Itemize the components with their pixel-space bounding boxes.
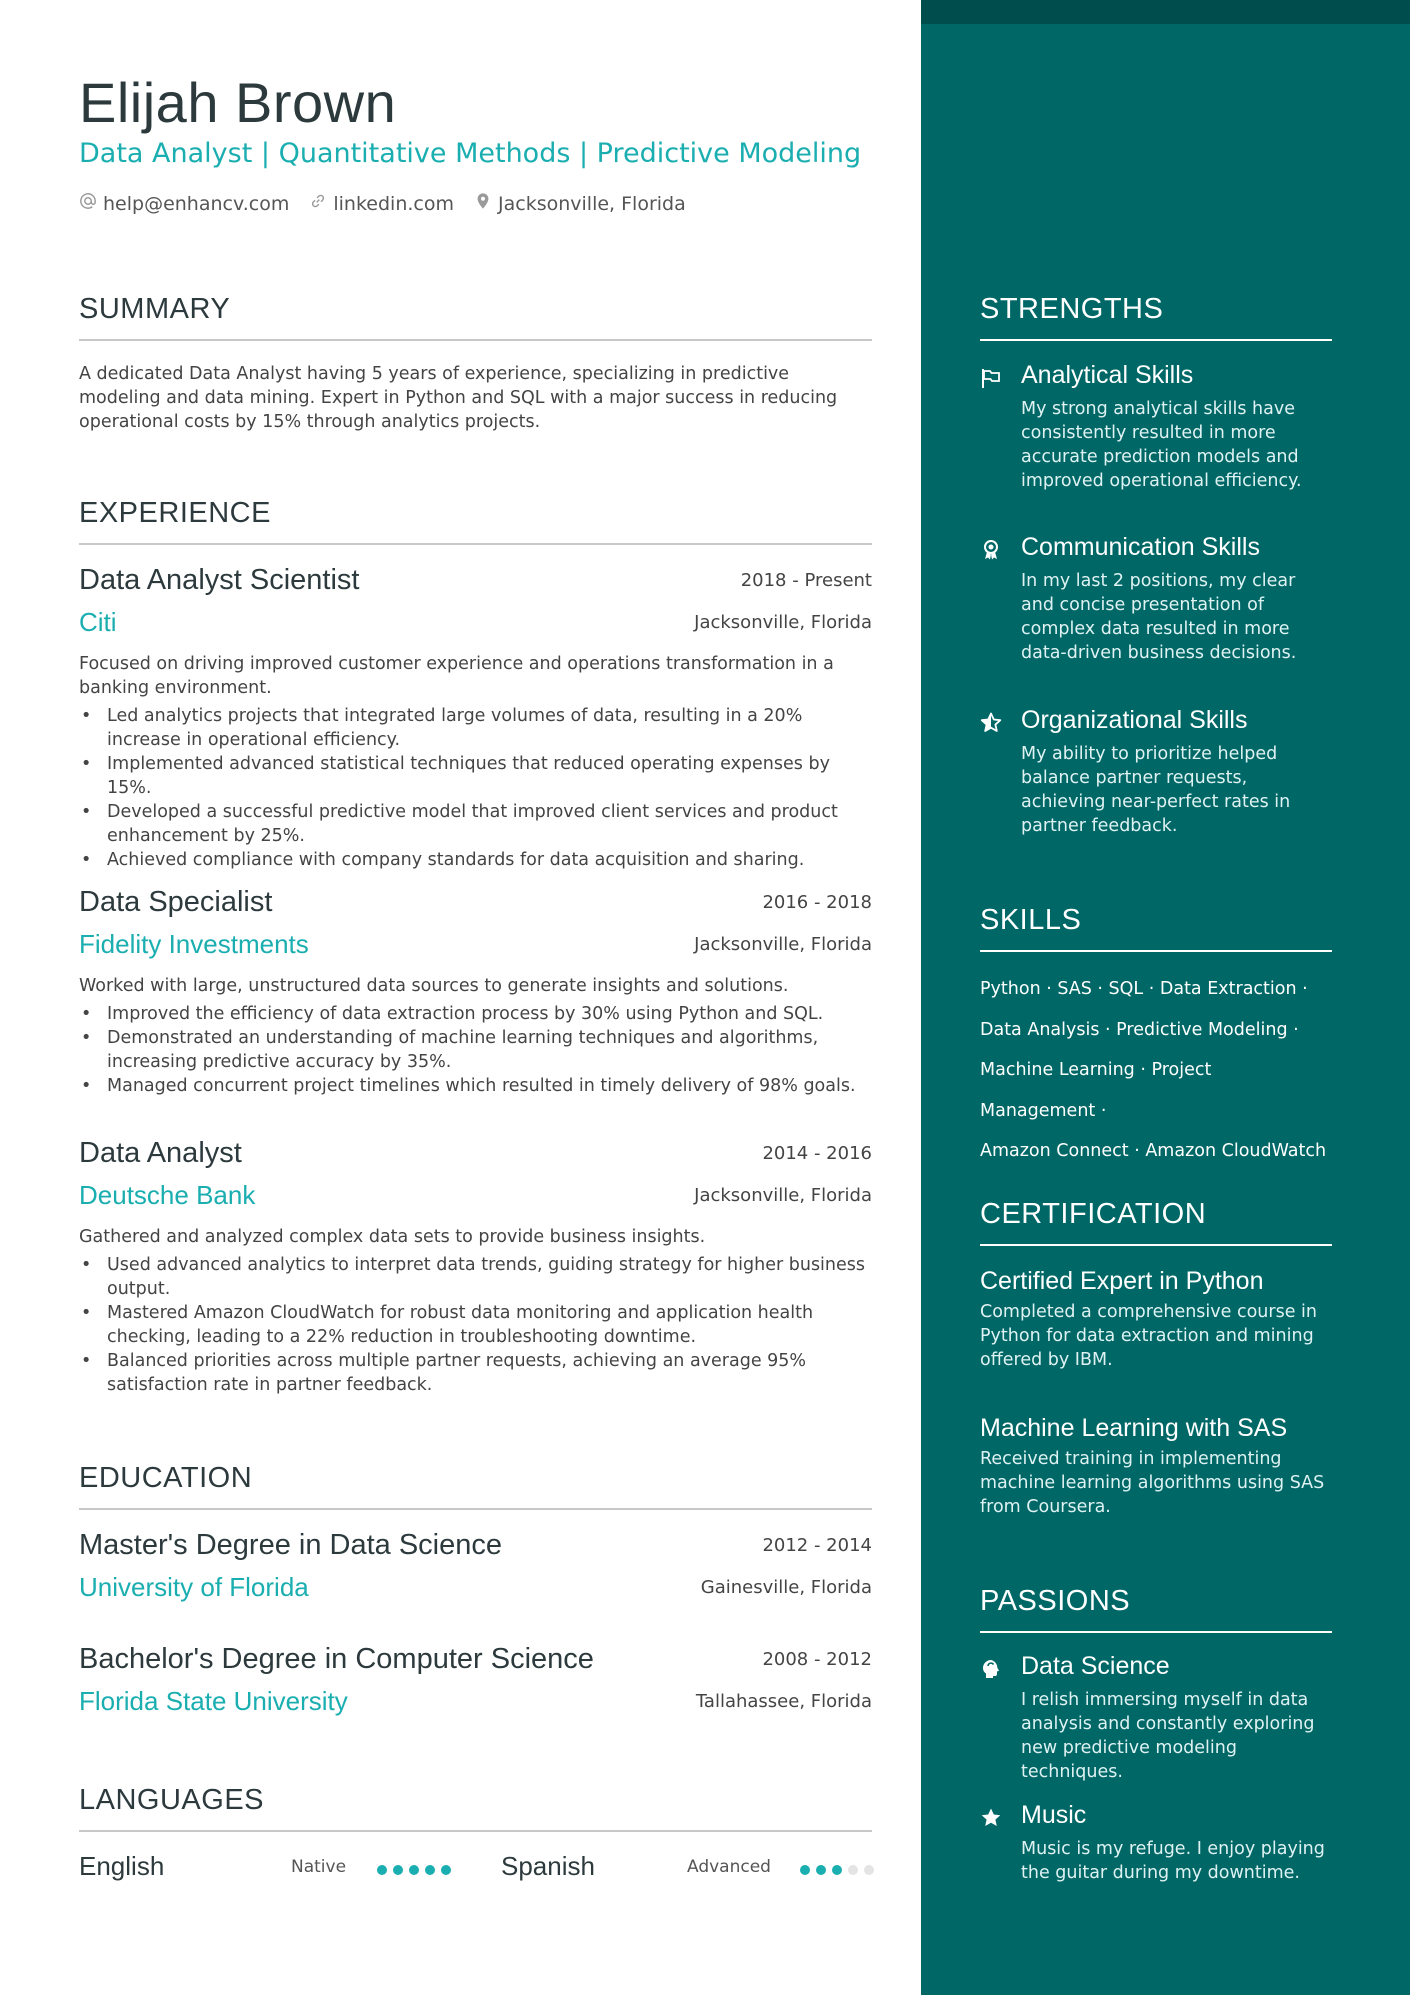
at-icon: [79, 192, 97, 215]
job-bullet: • Led analytics projects that integrated large volumes of data, resulting in a 20% increase in operational efficiency.: [79, 704, 872, 752]
edu-degree: Bachelor's Degree in Computer Science: [79, 1643, 594, 1675]
experience-divider: [79, 543, 872, 545]
strength-title: Organizational Skills: [1021, 706, 1248, 734]
job-dates: 2018 - Present: [740, 570, 872, 591]
headline: Data Analyst | Quantitative Methods | Predictive Modeling: [79, 138, 862, 169]
certification-title: Certified Expert in Python: [980, 1267, 1264, 1295]
job-role: Data Analyst: [79, 1137, 242, 1169]
skills-line: Machine Learning · Project Management ·: [980, 1060, 1212, 1121]
passion-description: Music is my refuge. I enjoy playing the guitar during my downtime.: [1021, 1839, 1325, 1883]
job-description: Gathered and analyzed complex data sets to provide business insights.: [79, 1227, 706, 1247]
job-bullet: • Achieved compliance with company standards for data acquisition and sharing.: [79, 848, 872, 872]
job-bullet: • Used advanced analytics to interpret data trends, guiding strategy for higher business output.: [79, 1253, 872, 1301]
job-bullet: • Mastered Amazon CloudWatch for robust data monitoring and application health checking, leading to a 22% reduction in troubleshooting downtime.: [79, 1301, 872, 1349]
language-level: Native: [291, 1857, 347, 1877]
rating-dot-filled: [816, 1865, 826, 1875]
job-bullet: • Demonstrated an understanding of machine learning techniques and algorithms, increasing predictive accuracy by 35%.: [79, 1026, 872, 1074]
job-bullets: [79, 1002, 872, 1098]
skills-list: [980, 969, 1332, 1172]
education-entry: [79, 1529, 872, 1609]
edu-school: Florida State University: [79, 1686, 348, 1716]
edu-location: Tallahassee, Florida: [695, 1691, 872, 1712]
edu-dates: 2012 - 2014: [762, 1535, 872, 1556]
star-half-icon: [980, 712, 1002, 734]
certification-heading: CERTIFICATION: [980, 1198, 1207, 1230]
strength-title: Analytical Skills: [1021, 361, 1194, 389]
certification-item: [980, 1265, 1332, 1372]
sidebar: [921, 0, 1410, 1995]
job-dates: 2016 - 2018: [762, 892, 872, 913]
job-description: Focused on driving improved customer experience and operations transformation in a banking environment.: [79, 654, 834, 698]
strength-description: In my last 2 positions, my clear and concise presentation of complex data resulted in more data-driven business decisions.: [1021, 571, 1297, 663]
strength-title: Communication Skills: [1021, 533, 1260, 561]
rating-dot-empty: [864, 1865, 874, 1875]
rating-dot-empty: [848, 1865, 858, 1875]
language-rating: [800, 1865, 874, 1875]
sidebar-top-band: [921, 0, 1410, 24]
language-entry: [501, 1851, 872, 1885]
flag-icon: [980, 367, 1002, 389]
skills-heading: SKILLS: [980, 904, 1082, 936]
language-level: Advanced: [687, 1857, 771, 1877]
strengths-heading: STRENGTHS: [980, 293, 1164, 325]
job-bullet: • Balanced priorities across multiple partner requests, achieving an average 95% satisfaction rate in partner feedback.: [79, 1349, 872, 1397]
job-location: Jacksonville, Florida: [694, 612, 872, 633]
rating-dot-filled: [425, 1865, 435, 1875]
summary-heading: SUMMARY: [79, 293, 231, 325]
edu-degree: Master's Degree in Data Science: [79, 1529, 503, 1561]
location-text: Jacksonville, Florida: [498, 192, 686, 215]
passions-heading: PASSIONS: [980, 1585, 1131, 1617]
job-bullets: [79, 1253, 872, 1397]
certification-item: [980, 1412, 1332, 1519]
strength-description: My strong analytical skills have consistently resulted in more accurate prediction models and improved operational efficiency.: [1021, 399, 1302, 491]
job-location: Jacksonville, Florida: [694, 1185, 872, 1206]
job-bullet: • Developed a successful predictive model that improved client services and product enhancement by 25%.: [79, 800, 872, 848]
job-role: Data Specialist: [79, 886, 273, 918]
contact-email[interactable]: [79, 192, 289, 215]
contact-row: [79, 192, 686, 215]
skills-line: Python · SAS · SQL · Data Extraction ·: [980, 979, 1308, 999]
passion-title: Music: [1021, 1801, 1087, 1829]
contact-location: [474, 192, 686, 215]
rating-dot-filled: [377, 1865, 387, 1875]
job-company: Fidelity Investments: [79, 929, 309, 959]
passion-title: Data Science: [1021, 1652, 1170, 1680]
strength-description: My ability to prioritize helped balance partner requests, achieving near-perfect rates in partner feedback.: [1021, 744, 1291, 836]
job-company: Deutsche Bank: [79, 1180, 256, 1210]
job-role: Data Analyst Scientist: [79, 564, 360, 596]
job-bullet: • Implemented advanced statistical techniques that reduced operating expenses by 15%.: [79, 752, 872, 800]
rating-dot-filled: [409, 1865, 419, 1875]
certification-divider: [980, 1244, 1332, 1246]
language-name: English: [79, 1851, 165, 1881]
language-name: Spanish: [501, 1851, 595, 1881]
passions-divider: [980, 1631, 1332, 1633]
contact-linkedin[interactable]: [309, 192, 454, 215]
rating-dot-filled: [441, 1865, 451, 1875]
experience-heading: EXPERIENCE: [79, 497, 271, 529]
education-entry: [79, 1643, 872, 1723]
summary-text: A dedicated Data Analyst having 5 years of experience, specializing in predictive modeling and data mining. Expert in Python and SQL with a major success in reducing operational costs by 15% through analytics projects.: [79, 364, 838, 432]
language-rating: [377, 1865, 451, 1875]
linkedin-text: linkedin.com: [333, 192, 454, 215]
summary-divider: [79, 339, 872, 341]
edu-school: University of Florida: [79, 1572, 309, 1602]
language-entry: [79, 1851, 449, 1885]
skills-divider: [980, 950, 1332, 952]
certification-description: Received training in implementing machine learning algorithms using SAS from Coursera.: [980, 1449, 1325, 1517]
education-heading: EDUCATION: [79, 1462, 253, 1494]
candidate-name: Elijah Brown: [79, 71, 397, 134]
job-description: Worked with large, unstructured data sources to generate insights and solutions.: [79, 976, 789, 996]
skills-line: Data Analysis · Predictive Modeling ·: [980, 1019, 1299, 1040]
languages-heading: LANGUAGES: [79, 1784, 264, 1816]
rating-dot-filled: [393, 1865, 403, 1875]
strengths-divider: [980, 339, 1332, 341]
job-bullet: • Managed concurrent project timelines which resulted in timely delivery of 98% goals.: [79, 1074, 872, 1098]
passion-description: I relish immersing myself in data analysis and constantly exploring new predictive modeling techniques.: [1021, 1690, 1315, 1782]
star-icon: [980, 1807, 1002, 1829]
job-location: Jacksonville, Florida: [694, 934, 872, 955]
job-bullets: [79, 704, 872, 872]
link-icon: [309, 192, 327, 215]
edu-location: Gainesville, Florida: [700, 1577, 872, 1598]
certification-title: Machine Learning with SAS: [980, 1414, 1288, 1442]
rating-dot-filled: [800, 1865, 810, 1875]
job-bullet: • Improved the efficiency of data extraction process by 30% using Python and SQL.: [79, 1002, 872, 1026]
skills-line: Amazon Connect · Amazon CloudWatch: [980, 1141, 1327, 1161]
certification-description: Completed a comprehensive course in Python for data extraction and mining offered by IBM.: [980, 1302, 1317, 1370]
education-divider: [79, 1508, 872, 1510]
job-dates: 2014 - 2016: [762, 1143, 872, 1164]
rating-dot-filled: [832, 1865, 842, 1875]
award-icon: [980, 539, 1002, 561]
brain-icon: [980, 1658, 1002, 1680]
email-text: help@enhancv.com: [103, 192, 290, 215]
languages-divider: [79, 1830, 872, 1832]
job-company: Citi: [79, 607, 117, 637]
location-pin-icon: [474, 192, 492, 215]
edu-dates: 2008 - 2012: [762, 1649, 872, 1670]
